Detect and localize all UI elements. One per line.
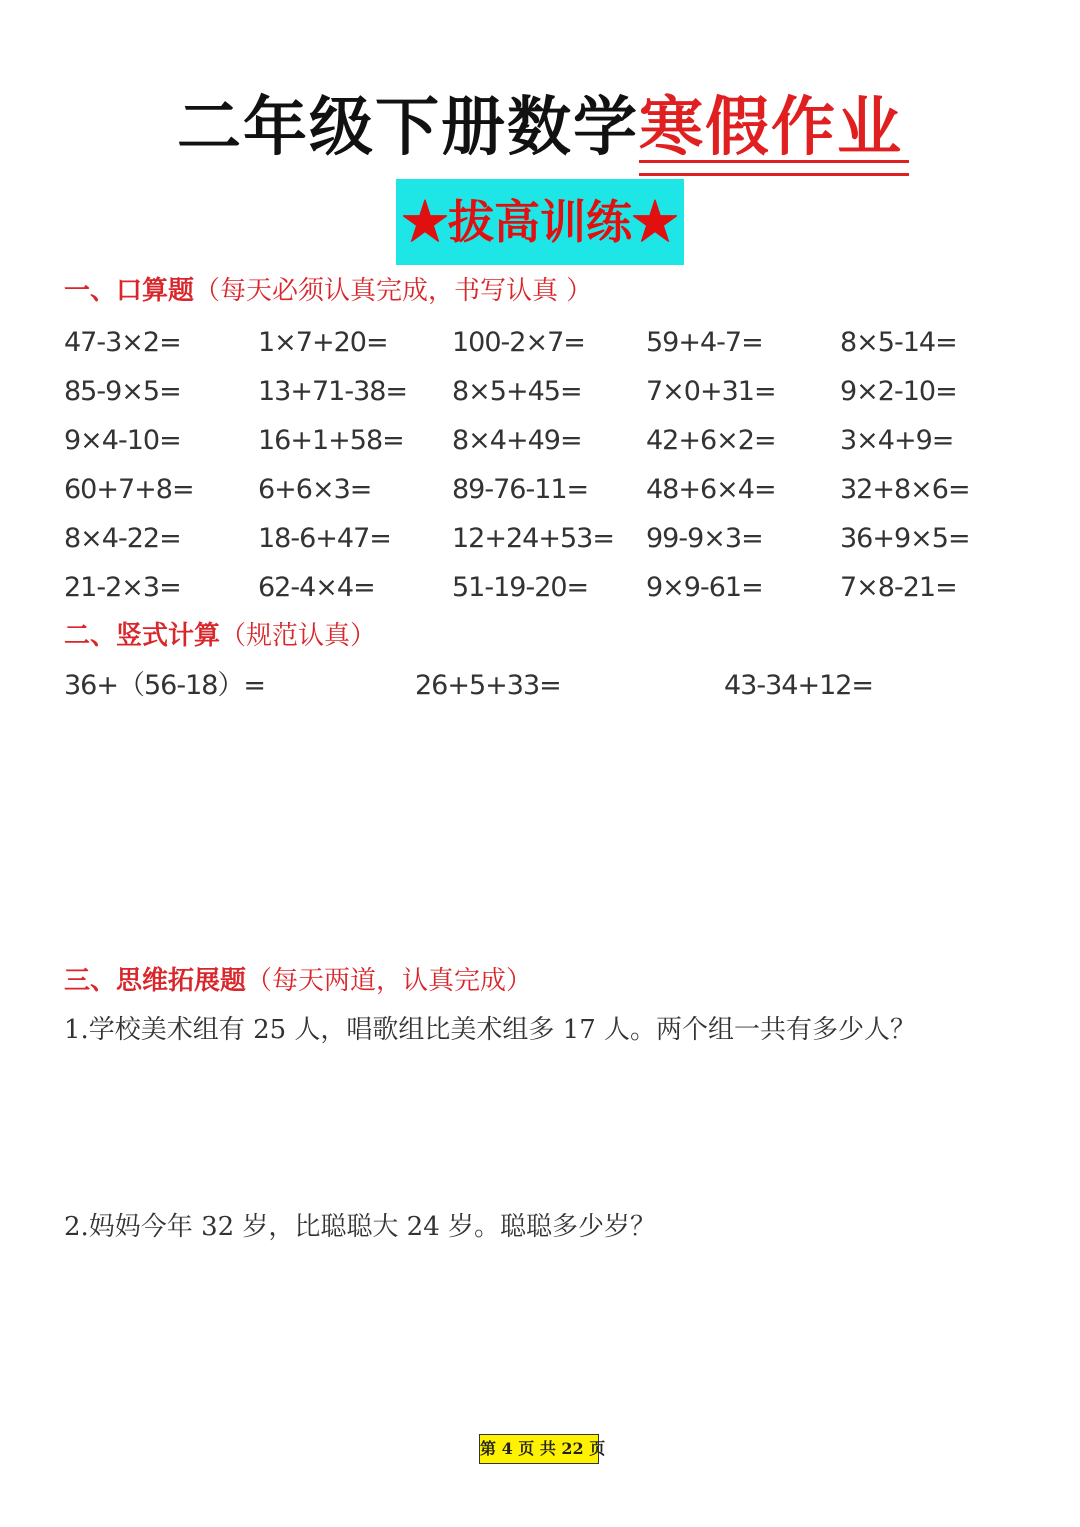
oral-problem: 8×4-22= [64,523,181,554]
section-heading-vertical [64,616,376,656]
section-title: 三、思维拓展题 [64,966,247,996]
section-note: （每天两道，认真完成） [246,966,533,996]
oral-problem: 100-2×7= [452,327,585,358]
oral-problem: 8×5-14= [840,327,957,358]
oral-problem: 60+7+8= [64,474,194,505]
oral-problem: 62-4×4= [258,572,375,603]
oral-problem: 16+1+58= [258,425,404,456]
oral-problem: 8×5+45= [452,376,582,407]
oral-problem: 48+6×4= [646,474,776,505]
oral-problem: 89-76-11= [452,474,589,505]
oral-problem: 13+71-38= [258,376,408,407]
oral-problem: 1×7+20= [258,327,388,358]
vertical-problem: 26+5+33= [415,670,561,701]
oral-problem: 47-3×2= [64,327,181,358]
oral-problem: 9×9-61= [646,572,763,603]
section-note: （规范认真） [220,621,377,651]
oral-problem: 42+6×2= [646,425,776,456]
section-title: 二、竖式计算 [64,621,221,651]
section-heading-thinking [64,961,532,1001]
section-note: （每天必须认真完成，书写认真 ） [194,276,593,306]
oral-problem: 36+9×5= [840,523,970,554]
page-number-label: 第 4 页 共 22 页 [479,1434,599,1464]
oral-problem: 85-9×5= [64,376,181,407]
oral-problem: 9×4-10= [64,425,181,456]
oral-problem: 51-19-20= [452,572,589,603]
oral-problem: 7×8-21= [840,572,957,603]
oral-problem: 32+8×6= [840,474,970,505]
oral-problem: 18-6+47= [258,523,391,554]
subtitle-banner: ★拔高训练★ [396,179,684,265]
oral-problem: 6+6×3= [258,474,372,505]
oral-problem: 12+24+53= [452,523,614,554]
oral-problem: 59+4-7= [646,327,763,358]
title-highlight: 寒假作业 [639,78,903,178]
vertical-problem: 36+（56-18）= [64,670,266,701]
oral-problem: 7×0+31= [646,376,776,407]
vertical-problem: 43-34+12= [724,670,874,701]
vertical-problem-row [64,664,1034,708]
oral-problem: 8×4+49= [452,425,582,456]
word-problem-1: 1.学校美术组有 25 人，唱歌组比美术组多 17 人。两个组一共有多少人？ [64,1015,917,1045]
oral-problem: 9×2-10= [840,376,957,407]
page-title [0,78,1080,178]
oral-problem: 3×4+9= [840,425,954,456]
section-heading-oral [64,271,592,311]
title-main: 二年级下册数学 [177,90,639,165]
oral-problem: 21-2×3= [64,572,181,603]
oral-problem: 99-9×3= [646,523,763,554]
section-title: 一、口算题 [64,276,195,306]
oral-problem-grid [64,318,1034,612]
word-problem-2: 2.妈妈今年 32 岁，比聪聪大 24 岁。聪聪多少岁？ [64,1212,657,1242]
